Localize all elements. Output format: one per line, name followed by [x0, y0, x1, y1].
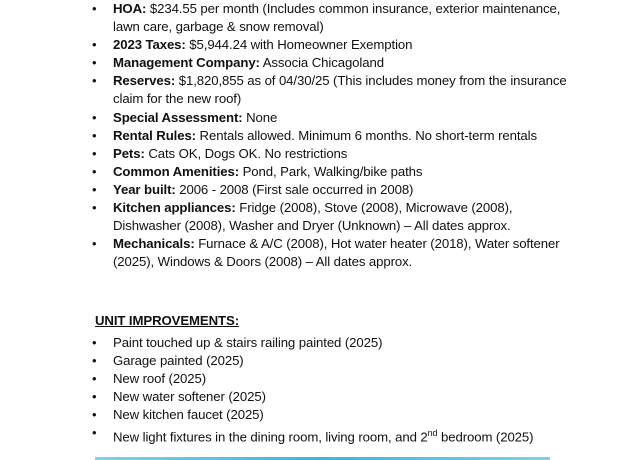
- item-text: Rentals allowed. Minimum 6 months. No short-term rentals: [195, 127, 537, 143]
- item-text: New water softener (2025): [113, 389, 266, 405]
- item-label: HOA:: [113, 1, 147, 16]
- item-label: Mechanicals:: [113, 236, 195, 252]
- list-item: [0, 127, 640, 145]
- bullet-icon: •: [92, 73, 97, 89]
- item-text: Paint touched up & stairs railing painted (2025): [113, 335, 383, 350]
- item-label: 2023 Taxes:: [113, 37, 186, 53]
- list-item: [0, 0, 640, 36]
- bullet-icon: •: [92, 127, 97, 143]
- bullet-icon: •: [92, 145, 97, 161]
- bullet-icon: •: [92, 407, 97, 423]
- list-item: [0, 54, 640, 72]
- item-text: None: [242, 109, 278, 125]
- item-text: Pond, Park, Walking/bike paths: [239, 163, 423, 179]
- list-item: [0, 36, 640, 54]
- item-label: Kitchen appliances:: [113, 200, 236, 216]
- item-label: Special Assessment:: [113, 109, 243, 125]
- list-item: [0, 388, 640, 406]
- bullet-icon: •: [92, 37, 97, 53]
- item-text: bedroom (2025): [437, 429, 534, 445]
- bullet-icon: •: [92, 1, 97, 16]
- item-text: 2006 - 2008 (First sale occurred in 2008): [175, 181, 414, 197]
- item-text: $234.55 per month (Includes common insurance, exterior maintenance, lawn care, garbage & snow removal): [113, 1, 561, 35]
- bullet-icon: •: [92, 109, 97, 125]
- item-label: Common Amenities:: [113, 163, 240, 179]
- list-item: [0, 109, 640, 127]
- bullet-icon: •: [92, 163, 97, 179]
- list-item: [0, 334, 640, 352]
- list-item: [0, 199, 640, 235]
- item-text: New roof (2025): [113, 371, 207, 387]
- item-label: Year built:: [113, 181, 176, 197]
- bullet-icon: •: [92, 55, 97, 71]
- unit-improvements-list: [0, 334, 640, 447]
- item-text: New kitchen faucet (2025): [113, 407, 264, 423]
- bullet-icon: •: [92, 200, 97, 216]
- list-item: [0, 72, 640, 108]
- item-text: $1,820,855 as of 04/30/25 (This includes money from the insurance claim for the new roof): [113, 73, 567, 107]
- list-item: [0, 352, 640, 370]
- section-heading: UNIT IMPROVEMENTS:: [95, 313, 239, 328]
- list-item: [0, 181, 640, 199]
- item-text: Cats OK, Dogs OK. No restrictions: [144, 145, 348, 161]
- item-text: New light fixtures in the dining room, living room, and 2: [113, 429, 428, 445]
- item-text: Garage painted (2025): [113, 353, 244, 369]
- bullet-icon: •: [92, 389, 97, 405]
- bullet-icon: •: [92, 371, 97, 387]
- item-label: Management Company:: [113, 55, 260, 71]
- bullet-icon: •: [92, 353, 97, 369]
- list-item: [0, 406, 640, 424]
- bullet-icon: •: [92, 335, 97, 350]
- item-text: Furnace & A/C (2008), Hot water heater (2018), Water softener (2025), Windows & Doors (2008) – All dates approx.: [113, 236, 560, 270]
- list-item: [0, 235, 640, 271]
- item-text: Fridge (2008), Stove (2008), Microwave (2008), Dishwasher (2008), Washer and Dryer (Unknown) – All dates approx.: [113, 200, 513, 234]
- bullet-icon: •: [92, 181, 97, 197]
- item-text: Associa Chicagoland: [259, 55, 384, 71]
- list-item: [0, 424, 640, 446]
- item-label: Reserves:: [113, 73, 176, 89]
- list-item: [0, 370, 640, 388]
- item-label: Pets:: [113, 145, 145, 161]
- ordinal-suffix: nd: [427, 428, 438, 439]
- list-item: [0, 145, 640, 163]
- item-label: Rental Rules:: [113, 127, 196, 143]
- bullet-icon: •: [92, 425, 97, 441]
- list-item: [0, 163, 640, 181]
- item-text: $5,944.24 with Homeowner Exemption: [185, 37, 413, 53]
- bullet-icon: •: [92, 236, 97, 252]
